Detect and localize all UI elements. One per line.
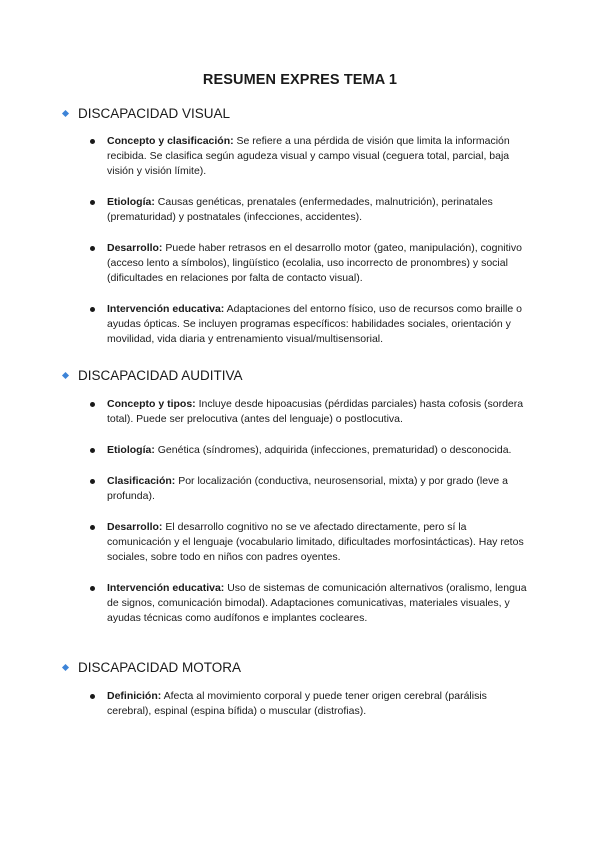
diamond-bullet-icon bbox=[62, 664, 69, 671]
bullet-dot-icon bbox=[90, 200, 95, 205]
bullet-dot-icon bbox=[90, 694, 95, 699]
list-item bbox=[107, 581, 527, 626]
bullet-dot-icon bbox=[90, 586, 95, 591]
item-text: Por localización (conductiva, neurosensorial, mixta) y por grado (leve a profunda). bbox=[107, 475, 508, 502]
section-heading-visual bbox=[78, 106, 230, 121]
list-item bbox=[107, 397, 527, 427]
bullet-dot-icon bbox=[90, 479, 95, 484]
bullet-dot-icon bbox=[90, 139, 95, 144]
item-label: Intervención educativa: bbox=[107, 582, 225, 594]
item-text: Afecta al movimiento corporal y puede tener origen cerebral (parálisis cerebral), espinal (espina bífida) o muscular (distrofias). bbox=[107, 690, 487, 717]
section-heading-text: DISCAPACIDAD VISUAL bbox=[78, 106, 231, 121]
list-item bbox=[107, 195, 527, 225]
item-text: El desarrollo cognitivo no se ve afectado directamente, pero sí la comunicación y el lenguaje (vocabulario limitado, dificultades morfosintácticas). Hay retos sociales, sobre todo en niños con padres oyentes. bbox=[107, 521, 524, 563]
item-text: Uso de sistemas de comunicación alternativos (oralismo, lengua de signos, comunicación bimodal). Adaptaciones comunicativas, materiales visuales, y ayudas técnicas como audífonos e implantes cocleares. bbox=[107, 582, 527, 624]
section-heading-auditiva bbox=[78, 368, 243, 383]
section-heading-motora bbox=[78, 660, 241, 675]
section-heading-text: DISCAPACIDAD MOTORA bbox=[78, 660, 242, 675]
item-label: Concepto y clasificación: bbox=[107, 135, 234, 147]
list-item bbox=[107, 689, 527, 719]
item-text: Adaptaciones del entorno físico, uso de recursos como braille o ayudas ópticas. Se incluyen programas específicos: habilidades sociales, orientación y movilidad, vida diaria y entrenamiento visual/multisensorial. bbox=[107, 303, 522, 345]
item-label: Desarrollo: bbox=[107, 242, 163, 254]
list-item bbox=[107, 302, 527, 347]
list-item bbox=[107, 134, 527, 179]
bullet-dot-icon bbox=[90, 448, 95, 453]
item-label: Concepto y tipos: bbox=[107, 398, 196, 410]
item-label: Etiología: bbox=[107, 196, 155, 208]
item-label: Definición: bbox=[107, 690, 162, 702]
section-heading-text: DISCAPACIDAD AUDITIVA bbox=[78, 368, 243, 383]
bullet-dot-icon bbox=[90, 246, 95, 251]
document-title: RESUMEN EXPRES TEMA 1 bbox=[202, 72, 398, 88]
list-item bbox=[107, 520, 527, 565]
bullet-dot-icon bbox=[90, 307, 95, 312]
item-label: Desarrollo: bbox=[107, 521, 163, 533]
list-item bbox=[107, 241, 527, 286]
item-label: Intervención educativa: bbox=[107, 303, 225, 315]
item-label: Clasificación: bbox=[107, 475, 176, 487]
item-text: Puede haber retrasos en el desarrollo motor (gateo, manipulación), cognitivo (acceso lento a símbolos), lingüístico (ecolalia, uso incorrecto de pronombres) y social (dificultades en relaciones por falta de contacto visual). bbox=[107, 242, 522, 284]
item-text: Incluye desde hipoacusias (pérdidas parciales) hasta cofosis (sordera total). Puede ser prelocutiva (antes del lenguaje) o postlocutiva. bbox=[107, 398, 524, 425]
item-label: Etiología: bbox=[107, 444, 155, 456]
bullet-dot-icon bbox=[90, 525, 95, 530]
diamond-bullet-icon bbox=[62, 372, 69, 379]
section-list-motora bbox=[107, 689, 527, 735]
section-list-visual bbox=[107, 134, 527, 363]
item-text: Genética (síndromes), adquirida (infecciones, prematuridad) o desconocida. bbox=[157, 444, 512, 456]
diamond-bullet-icon bbox=[62, 110, 69, 117]
list-item bbox=[107, 474, 527, 504]
item-text: Causas genéticas, prenatales (enfermedades, malnutrición), perinatales (prematuridad) y postnatales (infecciones, accidentes). bbox=[107, 196, 493, 223]
section-list-auditiva bbox=[107, 397, 527, 642]
bullet-dot-icon bbox=[90, 402, 95, 407]
list-item bbox=[107, 443, 527, 458]
item-text: Se refiere a una pérdida de visión que limita la información recibida. Se clasifica según agudeza visual y campo visual (ceguera total, parcial, baja visión y visión límite). bbox=[107, 135, 510, 177]
